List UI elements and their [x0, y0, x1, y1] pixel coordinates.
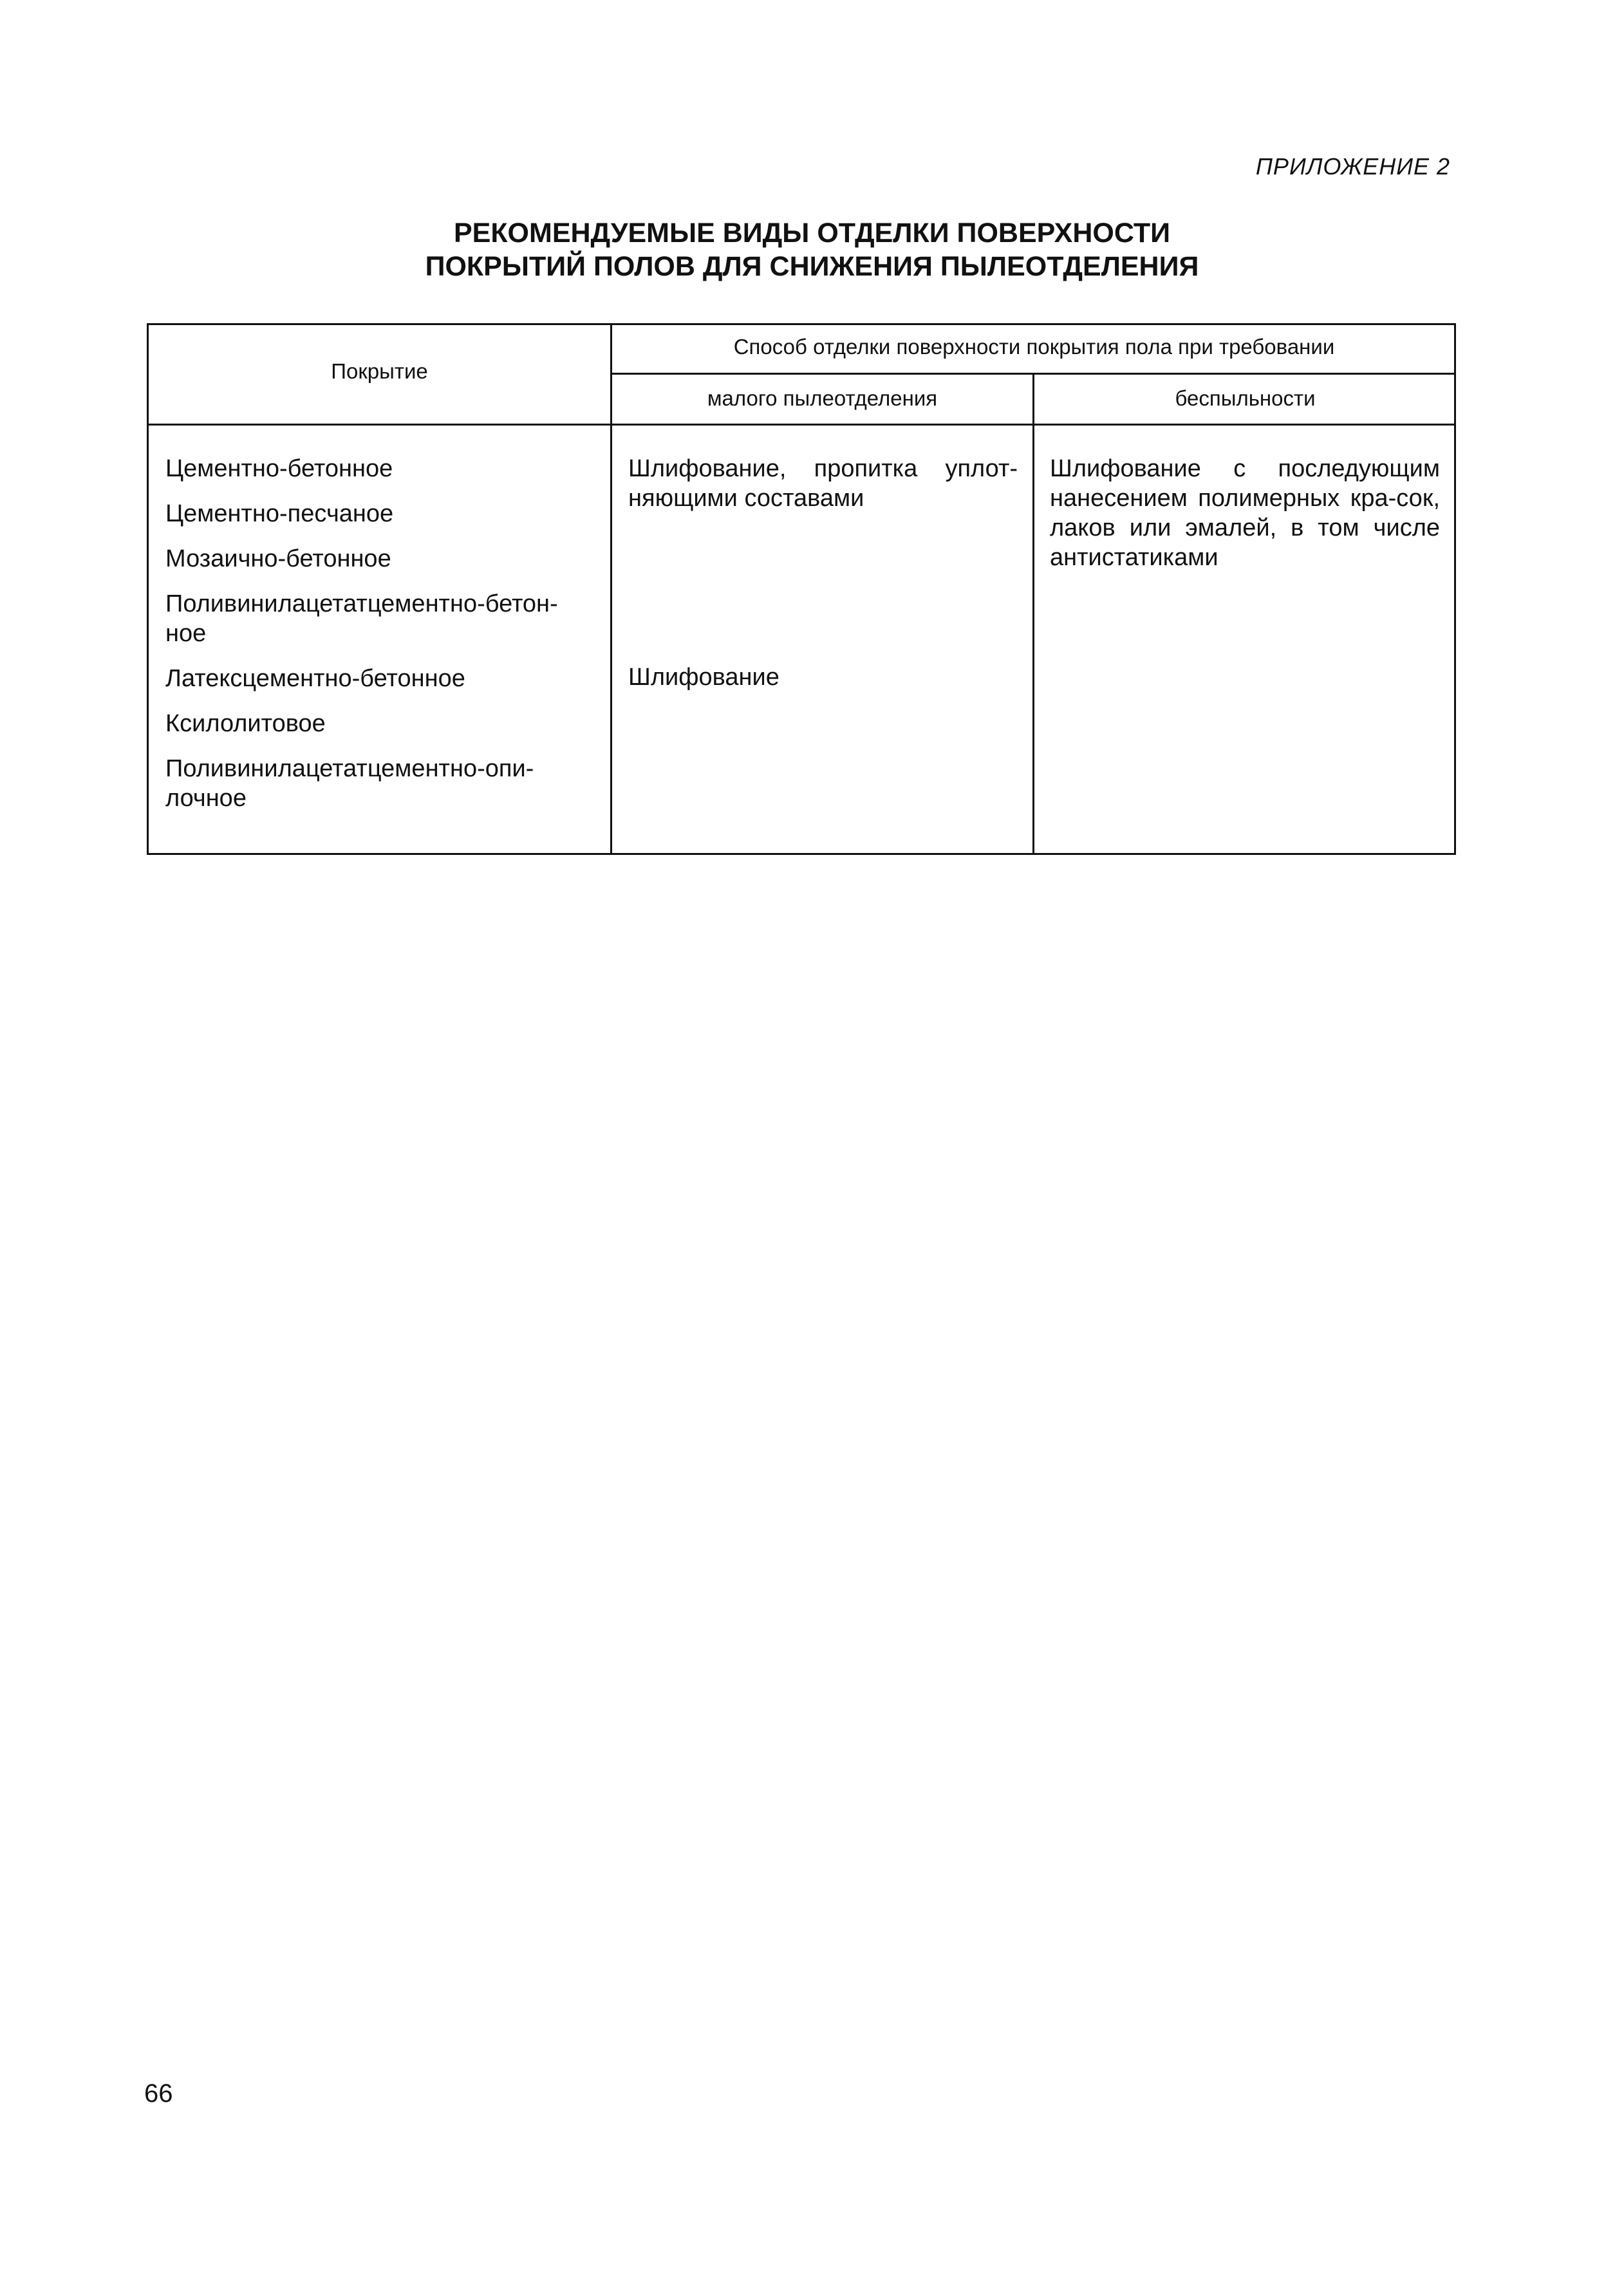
title-line-1: РЕКОМЕНДУЕМЫЕ ВИДЫ ОТДЕЛКИ ПОВЕРХНОСТИ [453, 218, 1171, 248]
finish-table [147, 323, 1456, 855]
coating-item: Поливинилацетатцементно-опи-лочное [165, 755, 534, 812]
column-divider-2 [1032, 373, 1034, 853]
page-number: 66 [144, 2079, 173, 2108]
header-coating: Покрытие [331, 359, 428, 383]
coating-item: Цементно-песчаное [165, 500, 394, 527]
document-title [0, 216, 1624, 283]
coating-item: Цементно-бетонное [165, 455, 393, 482]
low-dust-method-1: Шлифование, пропитка уплот-няющими составами [628, 455, 1018, 512]
coating-item: Поливинилацетатцементно-бетон-ное [165, 590, 558, 647]
header-method-group: Способ отделки поверхности покрытия пола при требовании [733, 335, 1335, 359]
header-divider-sub [610, 373, 1454, 375]
title-line-2: ПОКРЫТИЙ ПОЛОВ ДЛЯ СНИЖЕНИЯ ПЫЛЕОТДЕЛЕНИЯ [425, 251, 1199, 282]
coating-item: Мозаично-бетонное [165, 545, 391, 572]
header-low-dust: малого пылеотделения [707, 386, 938, 410]
appendix-label: ПРИЛОЖЕНИЕ 2 [1255, 153, 1450, 180]
dustless-method: Шлифование с последующим нанесением полимерных кра-сок, лаков или эмалей, в том числе антистатиками [1050, 455, 1440, 571]
header-divider-bottom [149, 424, 1454, 426]
coating-item: Латексцементно-бетонное [165, 665, 465, 692]
coating-item: Ксилолитовое [165, 710, 326, 737]
header-dustless: беспыльности [1175, 386, 1316, 410]
coatings-cell [165, 454, 593, 829]
coatings-list [165, 454, 593, 813]
low-dust-method-2: Шлифование [628, 664, 779, 691]
